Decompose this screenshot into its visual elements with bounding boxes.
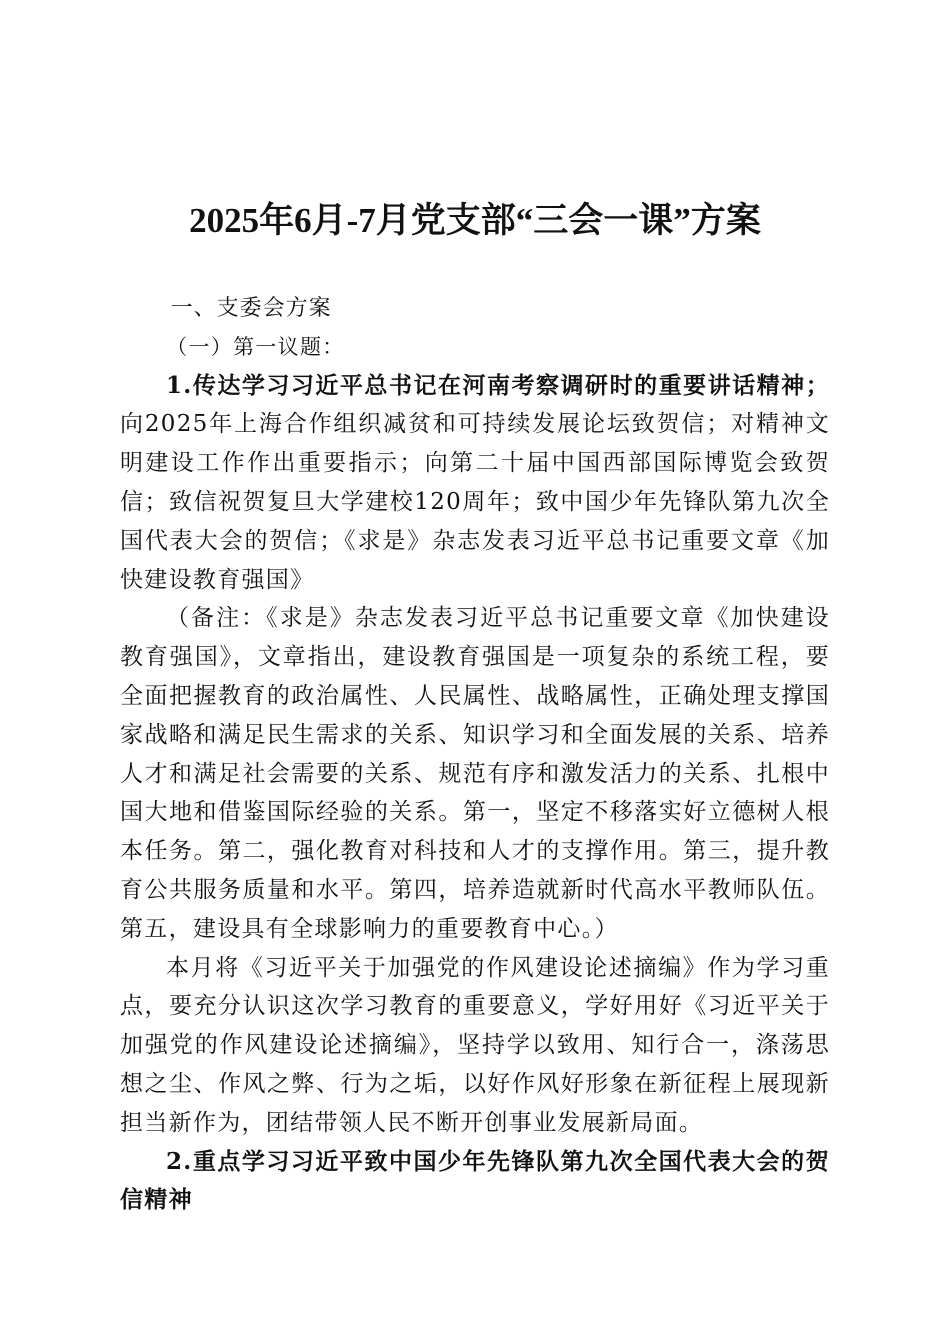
note-paragraph: （备注：《求是》杂志发表习近平总书记重要文章《加快建设教育强国》，文章指出，建设教育强国是一项复杂的系统工程，要全面把握教育的政治属性、人民属性、战略属性，正确处理支撑国家战略和满足民生需求的关系、知识学习和全面发展的关系、培养人才和满足社会需要的关系、规范有序和激发活力的关系、扎根中国大地和借鉴国际经验的关系。第一，坚定不移落实好立德树人根本任务。第二，强化教育对科技和人才的支撑作用。第三，提升教育公共服务质量和水平。第四，培养造就新时代高水平教师队伍。第五，建设具有全球影响力的重要教育中心。） [120,605,830,942]
item-1-content: 向2025年上海合作组织减贫和可持续发展论坛致贺信；对精神文明建设工作作出重要指示；向第二十届中国西部国际博览会致贺信；致信祝贺复旦大学建校120周年；致中国少年先锋队第九次全国代表大会的贺信；《求是》杂志发表习近平总书记重要文章《加快建设教育强国》 [120,411,830,593]
study-focus-paragraph: 本月将《习近平关于加强党的作风建设论述摘编》作为学习重点，要充分认识这次学习教育的重要意义，学好用好《习近平关于加强党的作风建设论述摘编》，坚持学以致用、知行合一，涤荡思想之尘、作风之弊、行为之垢，以好作风好形象在新征程上展现新担当新作为，团结带领人民不断开创事业发展新局面。 [120,954,830,1136]
item-2-bold-title: 2.重点学习习近平致中国少年先锋队第九次全国代表大会的贺信精神 [120,1147,830,1214]
item-2-paragraph [120,1143,830,1221]
subsection-heading-first-topic: （一）第一议题： [166,334,345,359]
item-1-bold-title: 1.传达学习习近平总书记在河南考察调研时的重要讲话精神； [166,371,830,399]
document-body [120,289,830,1220]
document-title: 2025年6月-7月党支部“三会一课”方案 [189,201,761,240]
section-heading-branch-committee: 一、支委会方案 [170,295,332,320]
item-1-paragraph [120,367,830,600]
